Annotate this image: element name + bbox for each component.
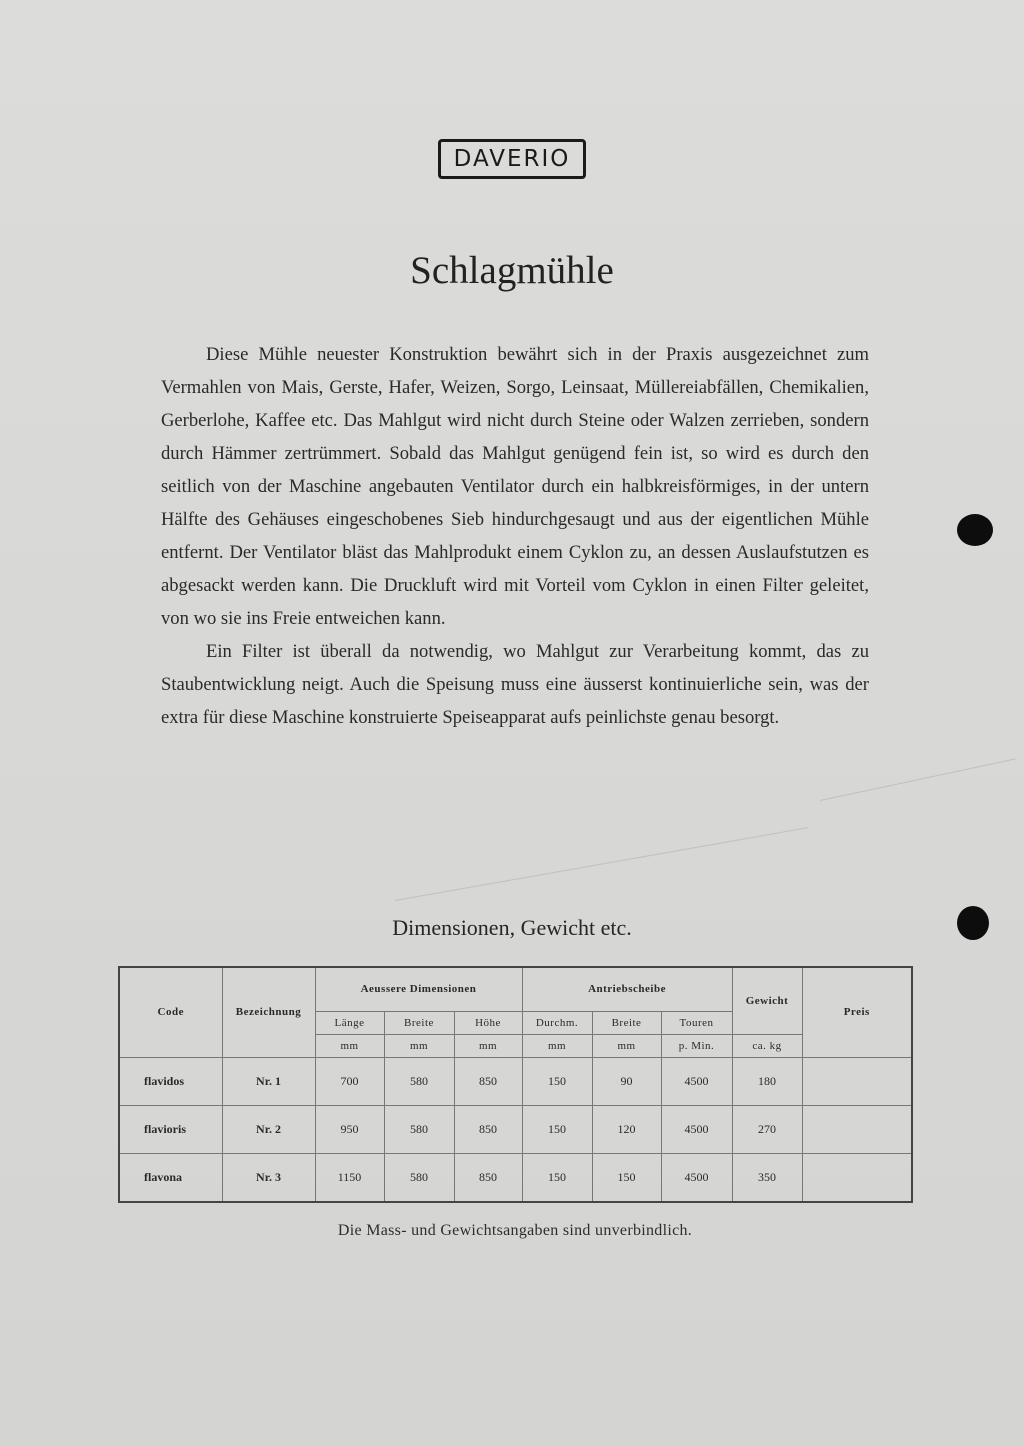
unit-mm: mm [522, 1034, 592, 1057]
cell-breite-scheibe: 90 [592, 1057, 661, 1105]
cell-code: flavona [119, 1153, 222, 1202]
unit-mm: mm [384, 1034, 454, 1057]
cell-bezeichnung: Nr. 1 [222, 1057, 315, 1105]
cell-bezeichnung: Nr. 3 [222, 1153, 315, 1202]
cell-code: flavidos [119, 1057, 222, 1105]
header-durchmesser: Durchm. [522, 1011, 592, 1034]
header-code: Code [119, 967, 222, 1057]
cell-bezeichnung: Nr. 2 [222, 1105, 315, 1153]
cell-breite: 580 [384, 1153, 454, 1202]
cell-breite-scheibe: 150 [592, 1153, 661, 1202]
table-row [119, 1153, 912, 1202]
unit-mm: mm [592, 1034, 661, 1057]
cell-preis [802, 1105, 912, 1153]
header-breite: Breite [384, 1011, 454, 1034]
header-laenge: Länge [315, 1011, 384, 1034]
cell-durchmesser: 150 [522, 1057, 592, 1105]
header-aeussere-dimensionen: Aeussere Dimensionen [315, 967, 522, 1011]
daverio-logo [438, 139, 586, 179]
cell-breite-scheibe: 120 [592, 1105, 661, 1153]
dimensions-table [118, 966, 913, 1203]
cell-durchmesser: 150 [522, 1153, 592, 1202]
cell-breite: 580 [384, 1057, 454, 1105]
punch-hole [957, 514, 993, 546]
cell-preis [802, 1153, 912, 1202]
cell-touren: 4500 [661, 1057, 732, 1105]
header-gewicht: Gewicht [732, 967, 802, 1034]
section-title: Dimensionen, Gewicht etc. [392, 915, 632, 940]
table-row [119, 1105, 912, 1153]
cell-laenge: 950 [315, 1105, 384, 1153]
header-touren: Touren [661, 1011, 732, 1034]
cell-laenge: 700 [315, 1057, 384, 1105]
cell-gewicht: 180 [732, 1057, 802, 1105]
description-text [161, 338, 869, 734]
cell-hoehe: 850 [454, 1153, 522, 1202]
cell-hoehe: 850 [454, 1105, 522, 1153]
header-bezeichnung: Bezeichnung [222, 967, 315, 1057]
header-breite-scheibe: Breite [592, 1011, 661, 1034]
cell-laenge: 1150 [315, 1153, 384, 1202]
table-row [119, 1057, 912, 1105]
cell-gewicht: 270 [732, 1105, 802, 1153]
paragraph: Diese Mühle neuester Konstruktion bewährt sich in der Praxis ausgezeichnet zum Vermahlen von Mais, Gerste, Hafer, Weizen, Sorgo, Leinsaat, Müllereiabfällen, Chemikalien, Gerberlohe, Kaffee etc. Das Mahlgut wird nicht durch Steine oder Walzen zerrieben, sondern durch Hämmer zertrümmert. Sobald das Mahlgut genügend fein ist, so wird es durch den seitlich von der Maschine angebauten Ventilator durch ein halbkreisförmiges, in der untern Hälfte des Gehäuses eingeschobenes Sieb hindurchgesaugt und aus der eigentlichen Mühle entfernt. Der Ventilator bläst das Mahlprodukt einem Cyklon zu, an dessen Auslaufstutzen es abgesackt werden kann. Die Druckluft wird mit Vorteil vom Cyklon in einen Filter geleitet, von wo sie ins Freie entweichen kann. [161, 344, 869, 629]
cell-preis [802, 1057, 912, 1105]
unit-gewicht: ca. kg [732, 1034, 802, 1057]
cell-touren: 4500 [661, 1105, 732, 1153]
unit-mm: mm [315, 1034, 384, 1057]
header-hoehe: Höhe [454, 1011, 522, 1034]
cell-hoehe: 850 [454, 1057, 522, 1105]
cell-code: flavioris [119, 1105, 222, 1153]
page-title: Schlagmühle [410, 249, 614, 292]
header-antriebscheibe: Antriebscheibe [522, 967, 732, 1011]
logo-text: DAVERIO [453, 146, 571, 172]
paper-crease [395, 827, 809, 901]
cell-durchmesser: 150 [522, 1105, 592, 1153]
header-preis: Preis [802, 967, 912, 1057]
unit-touren: p. Min. [661, 1034, 732, 1057]
footnote: Die Mass- und Gewichtsangaben sind unverbindlich. [337, 1222, 693, 1239]
paper-crease [820, 758, 1016, 801]
cell-gewicht: 350 [732, 1153, 802, 1202]
cell-breite: 580 [384, 1105, 454, 1153]
cell-touren: 4500 [661, 1153, 732, 1202]
unit-mm: mm [454, 1034, 522, 1057]
paragraph: Ein Filter ist überall da notwendig, wo Mahlgut zur Verarbeitung kommt, das zu Staubentwicklung neigt. Auch die Speisung muss eine äusserst kontinuierliche sein, was der extra für diese Maschine konstruierte Speiseapparat aufs peinlichste genau besorgt. [161, 641, 869, 728]
